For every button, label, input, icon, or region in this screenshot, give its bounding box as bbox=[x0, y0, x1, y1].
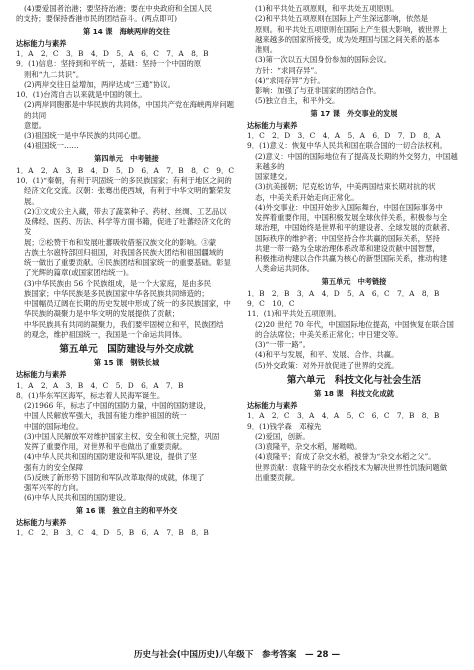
answer-line: 积极推动构建以合作共赢为核心的新型国际关系，推动构建 bbox=[255, 254, 448, 263]
answer-line: (4)祖国统一…… bbox=[24, 141, 79, 151]
page-footer: 历史与社会(中国历史)八年级下 参考答案 — 28 — bbox=[133, 650, 341, 660]
lesson-title: 第四单元 中考链接 bbox=[94, 153, 159, 163]
answer-line: 中国人民解放军强大，我国有能力维护祖国的统一 bbox=[24, 411, 187, 421]
answer-line: 越来越多的国家所接受，成为处理国与国之间关系的基本 bbox=[255, 34, 440, 44]
answer-line: 族国家；中华民族是多民族国家中华各民族共同缔造的； bbox=[24, 288, 209, 298]
section-heading: 达标能力与素养 bbox=[16, 38, 67, 48]
answer-line: 9．(1)信息：坚持到和平统一，基础：坚持一个中国的原 bbox=[16, 59, 202, 69]
answer-line: 华民族的凝聚力是中华文明的发展提供了贡献； bbox=[24, 309, 180, 319]
answer-line: 发挥着重要作用，中国积极发展全球伙伴关系，积极参与全 bbox=[255, 213, 448, 222]
answer-line: 1．C 2．B 3．C 4．D 5．B 6．A 7．B 8．B bbox=[16, 528, 209, 537]
section-heading: 达标能力与素养 bbox=[247, 120, 298, 130]
answer-line: 出重要贡献。 bbox=[255, 472, 300, 482]
answer-line: (6)中华人民共和国的国防建设。 bbox=[24, 493, 131, 503]
lesson-title: 第 15 课 钢铁长城 bbox=[93, 358, 160, 367]
answer-line: 1．B 2．B 3．A 4．D 5．A 6．C 7．A 8．B bbox=[247, 288, 440, 298]
answer-line: 10．(1)“秦朝，有利于巩固统一的多民族国家；有利于地区之间的 bbox=[16, 176, 232, 185]
answer-line: (5)反映了新形势下国防和军队改革取得的成就，体现了 bbox=[24, 472, 205, 482]
section-heading: 达标能力与素养 bbox=[16, 517, 67, 527]
left-column bbox=[16, 4, 237, 538]
lesson-title: 第 18 课 科技文化成就 bbox=[314, 388, 394, 398]
answer-line: 发挥了重要作用，对世界和平也做出了重要贡献。 bbox=[24, 442, 187, 451]
section-heading: 达标能力与素养 bbox=[247, 401, 298, 410]
answer-line: 展；②松赞干布和发展吐蕃吸收借鉴汉族文化的影响。③蒙 bbox=[24, 237, 217, 247]
answer-line: (3)第一次以五大国身份参加的国际会议。 bbox=[255, 55, 392, 65]
answer-line: 1．A 2．A 3．B 4．D 5．D 6．A 7．B 8．C 9．C bbox=[16, 165, 234, 175]
answer-line: (2)两岸同胞都是中华民族的共同体，中国共产党在海峡两岸问题的共同 bbox=[24, 100, 235, 120]
answer-line: (2)和平共处五项原则在国际上产生深远影响，依然是 bbox=[255, 14, 429, 24]
answer-line: (2)意义：中国的国际地位有了提高及长期的外交努力，中国越来越多的 bbox=[255, 151, 458, 171]
answer-line: 9．C 10．C bbox=[247, 299, 295, 308]
answer-line: (3)抗美援朝；尼克松访华，中美两国结束长期对抗的状 bbox=[255, 182, 436, 192]
answer-line: (4)中华人民共和国的国防建设和军队建设，提供了坚 bbox=[24, 452, 198, 462]
answer-line: 球治理，中国始终是世界和平的建设者、全球发展的贡献者、 bbox=[255, 223, 455, 233]
section-heading: 达标能力与素养 bbox=[16, 370, 67, 380]
answer-line: (2)两岸交往日益增加，两岸达成“三通”协议。 bbox=[24, 79, 176, 89]
lesson-title: 第 16 课 独立自主的和平外交 bbox=[75, 505, 178, 515]
answer-line: (3)“一带一路”。 bbox=[255, 340, 310, 349]
answer-line: 影响：加强了与亚非国家的团结合作。 bbox=[255, 86, 381, 95]
answer-line: 10．(1)台湾自古以来就是中国的领土。 bbox=[16, 90, 147, 99]
unit-title: 第五单元 国防建设与外交成就 bbox=[59, 344, 194, 355]
answer-line: 中国幅员辽阔在长期的历史发展中形成了统一的多民族国家，中 bbox=[24, 299, 231, 308]
answer-line: (4)和平与发展，和平、发展、合作、共赢。 bbox=[255, 350, 399, 360]
answer-line: (1)和平共处五项原则，和平共处五项原则。 bbox=[255, 4, 399, 13]
answer-line: 共建一带一路为全球治理体系改革和建设贡献中国智慧， bbox=[255, 243, 440, 253]
answer-line: (5)外交政策：对外开放促进了世界的交流。 bbox=[255, 360, 399, 370]
answer-line: (2)①文成公主入藏，带去了蔬菜种子、药材、丝绸、工艺品以 bbox=[24, 206, 227, 216]
answer-line: 则和“九二共识”。 bbox=[24, 69, 84, 79]
right-column bbox=[247, 4, 461, 483]
answer-line: 世界贡献：袁隆平的杂交水稻技术为解决世界性饥饿问题做 bbox=[255, 462, 448, 472]
answer-line: 原则。和平共处五项原则在国际上产生很大影响，被世界上 bbox=[255, 24, 448, 34]
answer-line: 8．(1)华东军区海军，标志着人民海军诞生。 bbox=[16, 390, 165, 400]
answer-line: 的观念，维护祖国统一，我国是一个命运共同体。 bbox=[24, 329, 187, 339]
answer-line: (4)袁隆平；育成了杂交水稻，被誉为“杂交水稻之父”。 bbox=[255, 452, 436, 462]
answer-line: 强有力的安全保障 bbox=[24, 462, 84, 472]
lesson-title: 第 14 课 海峡两岸的交往 bbox=[83, 26, 170, 36]
answer-line: (5)独立自主，和平外交。 bbox=[255, 96, 340, 106]
answer-line: 11．(1)和平共处五项原则。 bbox=[247, 309, 341, 319]
answer-line: (4)要爱国者治港；要坚持治港；要在中央政府和全国人民 bbox=[24, 4, 212, 13]
answer-line: (2)1966 年，标志了中国的国防力量，中国的国防建设， bbox=[24, 401, 211, 410]
answer-line: 统一做出了重要贡献。④民族团结和国家统一的重要基础。彰显 bbox=[24, 258, 231, 267]
answer-line: 中国的国际地位。 bbox=[24, 421, 84, 431]
answer-line: 古族土尔扈特部回归祖国，对我国各民族大团结和祖国疆域的 bbox=[24, 247, 224, 257]
answer-line: (4)外交事业：中国开始步入国际舞台，中国在国际事务中 bbox=[255, 202, 443, 212]
lesson-title: 第五单元 中考链接 bbox=[321, 276, 387, 286]
answer-line: 1．A 2．C 3．B 4．D 5．A 6．C 7．A 8．B bbox=[16, 49, 209, 58]
answer-line: 的合法席位；中美关系正常化；中日建交等。 bbox=[255, 329, 403, 339]
answer-line: (3)中华民族由 56 个民族组成，是一个大家庭，是由多民 bbox=[24, 278, 212, 288]
answer-line: (2)爱国，创新。 bbox=[255, 431, 310, 441]
answer-line: 了光辉的篇章(或国家团结统一)。 bbox=[24, 268, 134, 278]
answer-line: 强军兴军的方向。 bbox=[24, 483, 84, 492]
answer-line: 方针：“求同存异”。 bbox=[255, 65, 322, 75]
answer-line: 人类命运共同体。 bbox=[255, 264, 315, 274]
answer-line: 国家建交。 bbox=[255, 172, 292, 181]
answer-line: 及佛经、医药、历法、科学等方面书籍，促进了吐蕃经济文化的发 bbox=[24, 217, 231, 237]
lesson-title: 第 17 课 外交事业的发展 bbox=[310, 108, 398, 118]
answer-line: 经济文化交流。汉朝：张骞出使西域，有利于中华文明的繁荣发展。 bbox=[24, 186, 231, 206]
answer-line: (4)“求同存异”方针。 bbox=[255, 75, 325, 85]
unit-title: 第六单元 科技文化与社会生活 bbox=[286, 374, 422, 386]
answer-line: 9．(1)意义：恢复中华人民共和国在联合国的一切合法权利。 bbox=[247, 141, 447, 151]
answer-line: (3)中国人民解放军对维护国家主权、安全和领土完整，巩固 bbox=[24, 431, 220, 441]
answer-line: 1．A 2．C 3．A 4．A 5．C 6．C 7．B 8．B bbox=[247, 411, 440, 421]
answer-line: 1．C 2．D 3．C 4．A 5．A 6．D 7．D 8．A bbox=[247, 131, 441, 140]
answer-line: 的支持；要保持香港市民的团结奋斗。(两点即可) bbox=[16, 14, 177, 24]
answer-line: 意愿。 bbox=[24, 120, 47, 130]
answer-line: (3)袁隆平，杂交水稻，屠呦呦。 bbox=[255, 442, 362, 451]
answer-line: 9．(1)钱学森 邓稼先 bbox=[247, 421, 322, 431]
answer-line: (2)20 世纪 70 年代，中国国际地位提高，中国恢复在联合国 bbox=[255, 319, 454, 329]
answer-line: 态，中美关系开始走向正常化。 bbox=[255, 192, 359, 202]
answer-line: 中华民族具有共同的凝聚力，我们要牢固树立和平，民族团结 bbox=[24, 319, 224, 329]
answer-line: 国际秩序的维护者；中国坚持合作共赢的国际关系，坚持 bbox=[255, 233, 440, 243]
answer-line: (3)祖国统一是中华民族的共同心愿。 bbox=[24, 131, 146, 140]
answer-line: 准则。 bbox=[255, 45, 278, 54]
answer-line: 1．A 2．A 3．B 4．C 5．D 6．A 7．B bbox=[16, 380, 184, 390]
